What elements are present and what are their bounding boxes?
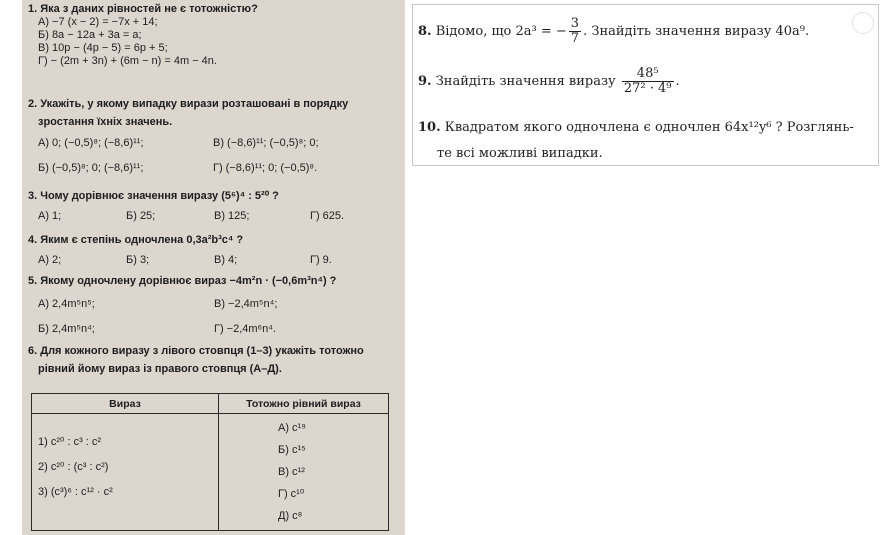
table-right-item: Б) c¹⁵ [278,444,306,456]
q2-option-d: Г) (−8,6)¹¹; 0; (−0,5)⁸. [213,162,318,174]
question-10-line1: Квадратом якого одночлена є одночлен 64x¹²y⁶ ? Розглянь- [440,120,854,135]
fraction-denominator: 27² · 4⁹ [623,81,672,96]
q3-option-a: А) 1; [38,210,62,222]
question-2-title-line1: 2. Укажіть, у якому випадку вирази розташовані в порядку [28,98,349,110]
table-left-column [38,436,113,499]
question-8-fraction [569,17,581,46]
question-9-fraction [622,67,674,96]
fraction-numerator: 48⁵ [622,67,674,82]
question-2 [28,98,401,175]
q5-option-b: Б) 2,4m⁵n⁴; [38,323,95,335]
question-9-tail: . [675,74,680,89]
q4-option-d: Г) 9. [310,254,332,266]
table-divider [218,394,219,530]
textbook-clip-right [412,4,879,166]
question-1 [28,3,401,68]
question-3-title: 3. Чому дорівнює значення виразу (5⁶)⁴ : 5²⁰ ? [28,190,279,202]
table-right-item: В) c¹² [278,466,305,478]
q4-option-b: Б) 3; [126,254,150,266]
question-6-title-line1: 6. Для кожного виразу з лівого стовпця (1–3) укажіть тотожно [28,345,364,357]
q5-option-c: В) −2,4m⁵n⁴; [214,298,278,310]
q3-option-d: Г) 625. [310,210,345,222]
question-6 [28,345,401,376]
table-left-item: 3) (c³)⁶ : c¹² · c² [38,486,113,498]
q5-option-a: А) 2,4m⁵n⁵; [38,298,95,310]
table-right-item: Г) c¹⁰ [278,488,305,500]
table-right-item: А) c¹⁹ [278,422,306,434]
q5-option-d: Г) −2,4m⁶n⁴. [214,323,276,335]
table-right-column [278,422,306,523]
q2-option-a: А) 0; (−0,5)⁸; (−8,6)¹¹; [38,137,144,149]
question-8-number: 8. [418,24,432,39]
question-10-line2: те всі можливі випадки. [437,146,603,161]
question-8-text-end: . Знайдіть значення виразу 40a⁹. [583,24,810,39]
table-header-expression: Вираз [32,394,218,414]
table-right-item: Д) c⁸ [278,510,303,522]
q1-option-b: Б) 8a − 12a + 3a = a; [38,29,142,41]
q1-option-d: Г) − (2m + 3n) + (6m − n) = 4m − 4n. [38,55,217,67]
question-5-title: 5. Якому одночлену дорівнює вираз −4m²n · (−0,6m³n⁴) ? [28,275,337,287]
q1-option-a: А) −7 (x − 2) = −7x + 14; [38,16,158,28]
q4-option-a: А) 2; [38,254,62,266]
fraction-denominator: 7 [570,31,580,46]
fraction-numerator: 3 [570,16,580,31]
question-10-number: 10. [418,120,441,135]
question-4 [28,234,401,267]
q2-option-b: Б) (−0,5)⁸; 0; (−8,6)¹¹; [38,162,144,174]
question-9-number: 9. [418,74,432,89]
table-left-item: 2) c²⁰ : (c³ : c²) [38,461,109,473]
question-8 [418,17,809,46]
matching-table [31,393,389,531]
question-10 [418,120,854,135]
question-8-text-start: Відомо, що 2a³ = − [431,24,567,39]
question-3 [28,190,401,223]
table-left-item: 1) c²⁰ : c³ : c² [38,436,102,448]
circle-marker-icon [852,12,874,34]
table-header-equal-expression: Тотожно рівний вираз [219,394,388,414]
textbook-page-left [22,0,405,535]
question-5 [28,275,401,336]
question-2-title-line2: зростання їхніх значень. [38,116,173,128]
q3-option-b: Б) 25; [126,210,156,222]
question-1-title: 1. Яка з даних рівностей не є тотожністю? [28,3,258,15]
question-4-title: 4. Яким є степінь одночлена 0,3a²b³c⁴ ? [28,234,244,246]
question-9 [418,67,680,96]
question-6-title-line2: рівний йому вираз із правого стовпця (А–Д). [38,363,282,375]
q1-option-c: В) 10p − (4p − 5) = 6p + 5; [38,42,168,54]
q3-option-c: В) 125; [214,210,250,222]
q2-option-c: В) (−8,6)¹¹; (−0,5)⁸; 0; [213,137,319,149]
q4-option-c: В) 4; [214,254,238,266]
question-9-text: Знайдіть значення виразу [431,74,616,89]
